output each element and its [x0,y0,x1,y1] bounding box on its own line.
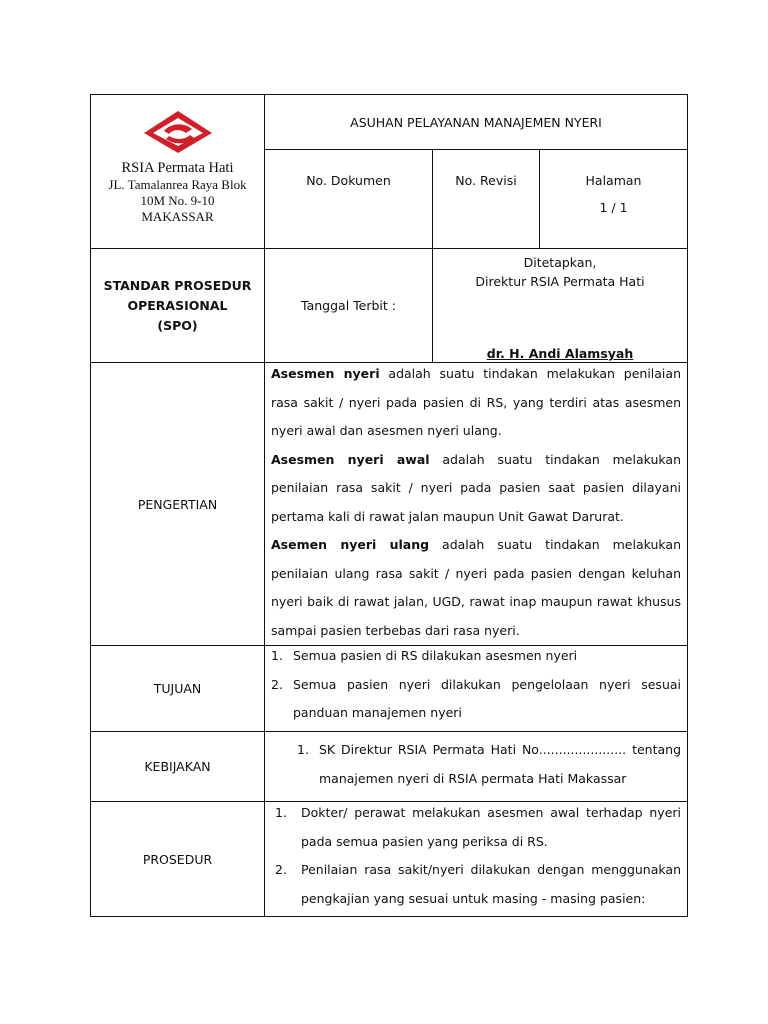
document-number-label: No. Dokumen [306,173,391,188]
list-item: 2. Semua pasien nyeri dilakukan pengelolaan nyeri sesuai panduan manajemen nyeri [271,676,681,720]
definition-asesmen-nyeri: adalah suatu tindakan melakukan penilaian rasa sakit / nyeri pada pasien di RS, yang terdiri atas asesmen nyeri awal dan asesmen nyeri ulang. [271,366,681,438]
document-title [265,95,688,150]
tujuan-list [265,642,687,728]
pengertian-paragraph-2 [265,446,687,532]
list-item: 1. Dokter/ perawat melakukan asesmen awal terhadap nyeri pada semua pasien yang periksa di RS. [275,805,681,849]
revision-cell [433,150,540,249]
term-asesmen-nyeri: Asesmen nyeri [271,366,380,381]
page-cell [540,150,688,249]
kebijakan-list [265,736,687,793]
list-item: 1. SK Direktur RSIA Permata Hati No...................... tentang manajemen nyeri di RSIA permata Hati Makassar [297,742,681,786]
kebijakan-label-cell [91,732,265,802]
prosedur-list [265,799,687,913]
prosedur-label-cell [91,802,265,917]
hospital-name: RSIA Permata Hati [121,160,234,176]
term-asemen-nyeri-ulang: Asemen nyeri ulang [271,537,430,552]
document-number-cell [265,150,433,249]
pengertian-label-cell [91,363,265,646]
approved-line-2: Direktur RSIA Permata Hati [475,274,645,289]
hospital-logo-icon [91,109,264,158]
definition-asemen-nyeri-ulang: adalah suatu tindakan melakukan penilaian ulang rasa sakit / nyeri pada pasien dengan keluhan nyeri baik di rawat jalan, UGD, rawat inap maupun rawat khusus sampai pasien terbebas dari rasa nyeri. [271,537,681,638]
spo-line-1: STANDAR PROSEDUR [103,277,252,293]
issue-date-label: Tanggal Terbit : [301,298,396,313]
hospital-address-line-1: JL. Tamalanrea Raya Blok [108,177,247,192]
kebijakan-label: KEBIJAKAN [144,759,211,774]
page-value: 1 / 1 [599,200,628,215]
prosedur-content [265,802,688,917]
hospital-identity-cell [91,95,265,249]
spo-document-table [90,94,688,917]
pengertian-paragraph-1 [265,360,687,446]
pengertian-paragraph-3 [265,531,687,645]
list-item: 1. Semua pasien di RS dilakukan asesmen nyeri [271,648,578,663]
approval-cell [433,249,688,363]
hospital-address-line-3: MAKASSAR [141,209,214,224]
signatory-name: dr. H. Andi Alamsyah [486,346,634,361]
term-asesmen-nyeri-awal: Asesmen nyeri awal [271,451,430,467]
spo-line-2: OPERASIONAL [127,297,228,313]
tujuan-content [265,646,688,732]
approved-line-1: Ditetapkan, [523,255,597,270]
document-title-text: ASUHAN PELAYANAN MANAJEMEN NYERI [350,114,602,130]
page-label: Halaman [585,173,642,188]
pengertian-content [265,363,688,646]
definition-asesmen-nyeri-awal: adalah suatu tindakan melakukan penilaian rasa sakit / nyeri pada pasien saat pasien dilayani pertama kali di rawat jalan maupun Unit Gawat Darurat. [271,451,681,524]
pengertian-label: PENGERTIAN [137,496,218,512]
revision-label: No. Revisi [455,173,517,188]
kebijakan-content [265,732,688,802]
tujuan-label: TUJUAN [153,681,202,696]
issue-date-cell [265,249,433,363]
list-item: 2. Penilaian rasa sakit/nyeri dilakukan dengan menggunakan pengkajian yang sesuai untuk masing - masing pasien: [275,862,681,906]
hospital-address-line-2: 10M No. 9-10 [140,193,215,208]
tujuan-label-cell [91,646,265,732]
spo-label-cell [91,249,265,363]
prosedur-label: PROSEDUR [142,851,213,867]
spo-line-3: (SPO) [157,317,198,333]
